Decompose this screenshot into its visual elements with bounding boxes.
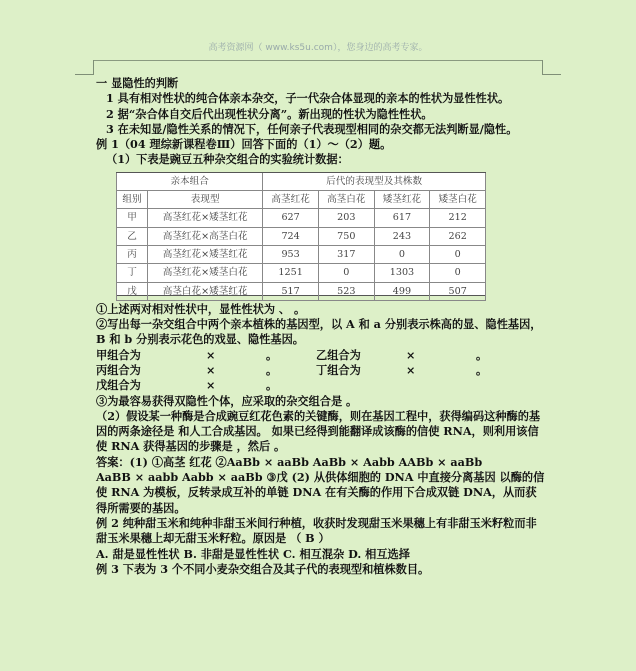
table-cell: 617: [374, 209, 430, 227]
answer-line-2: AaBB × aabb Aabb × aaBb ③戊 (2) 从供体细胞的 DNA 中直接分离基因 以酶的信使 RNA 为模板，反转录成互补的单链 DNA 在有关酶的作用下合成双链 DNA，从而获得所需要的基因。: [96, 470, 545, 515]
cross-sign: ×: [406, 362, 416, 377]
period: 。: [266, 347, 278, 362]
table-cell: 523: [318, 282, 374, 300]
table-cell: 高茎红花×矮茎红花: [148, 245, 263, 263]
cross-data-table-image: [116, 172, 486, 296]
cross-sign: ×: [206, 347, 216, 362]
question-2: ②写出每一杂交组合中两个亲本植株的基因型，以 A 和 a 分别表示株高的显、隐性基因，B 和 b 分别表示花色的戏显、隐性基因。: [96, 317, 542, 347]
period: 。: [266, 362, 278, 377]
table-cell: 0: [374, 245, 430, 263]
table-cell: 丙: [117, 245, 148, 263]
table-cell: 517: [263, 282, 319, 300]
table-cell: 高茎白花×矮茎红花: [148, 282, 263, 300]
table-cell: 高茎红花×矮茎白花: [148, 264, 263, 282]
table-col-header: 高茎白花: [318, 191, 374, 209]
page-watermark: 高考资源网（ www.ks5u.com），您身边的高考专家。: [208, 43, 428, 53]
table-row: [117, 245, 486, 263]
table-row: [117, 209, 486, 227]
paragraph-1: 1 具有相对性状的纯合体亲本杂交，子一代杂合体显现的亲本的性状为显性性状。: [106, 91, 510, 106]
table-cell: 乙: [117, 227, 148, 245]
table-cell: 0: [318, 264, 374, 282]
margin-corner-right: [542, 60, 561, 75]
table-cell: 953: [263, 245, 319, 263]
cross-sign: ×: [406, 347, 416, 362]
label-ding: 丁组合为: [316, 362, 361, 377]
example-2-options: A. 甜是显性性状 B. 非甜是显性性状 C. 相互混杂 D. 相互选择: [96, 546, 410, 561]
example-1-part-1: （1）下表是豌豆五种杂交组合的实验统计数据：: [106, 152, 349, 167]
document-body: [96, 76, 546, 577]
question-3: ③为最容易获得双隐性个体，应采取的杂交组合是 。: [96, 393, 358, 408]
table-cell: 317: [318, 245, 374, 263]
table-cell: 507: [430, 282, 486, 300]
cross-sign: ×: [206, 378, 216, 393]
period: 。: [476, 347, 488, 362]
table-cell: 1303: [374, 264, 430, 282]
table-cell: 203: [318, 209, 374, 227]
cross-sign: ×: [206, 362, 216, 377]
period: 。: [476, 362, 488, 377]
example-2: 例 2 纯种甜玉米和纯种非甜玉米间行种植，收获时发现甜玉米果穗上有非甜玉米籽粒而非甜玉米果穗上却无甜玉米籽粒。原因是 （ B ）: [96, 515, 537, 546]
table-row: [117, 264, 486, 282]
table-cell: 1251: [263, 264, 319, 282]
table-col-header: 组别: [117, 191, 148, 209]
table-cell: 高茎红花×高茎白花: [148, 227, 263, 245]
label-wu: 戊组合为: [96, 378, 141, 393]
question-part-2: （2）假设某一种酶是合成豌豆红花色素的关键酶，则在基因工程中，获得编码这种酶的基因的两条途径是 和人工合成基因。 如果已经得到能翻译成该酶的信使 RNA，则利用该信使 RNA 获得基因的步骤是 ，然后 。: [96, 408, 541, 454]
table-col-header: 高茎红花: [263, 191, 319, 209]
label-jia: 甲组合为: [96, 347, 141, 362]
table-row: [117, 227, 486, 245]
margin-corner-left: [75, 60, 94, 75]
example-1-title: 例 1（04 理综新课程卷Ⅲ）回答下面的（1）～（2）题。: [96, 137, 392, 152]
table-cell: 243: [374, 227, 430, 245]
genotype-row-2: [96, 363, 546, 378]
table-cell: 724: [263, 227, 319, 245]
table-cell: 750: [318, 227, 374, 245]
genotype-row-3: [96, 378, 546, 393]
table-cell: 212: [430, 209, 486, 227]
table-col-header: 矮茎白花: [430, 191, 486, 209]
header-rule: [93, 60, 543, 61]
label-bing: 丙组合为: [96, 362, 141, 377]
table-offspring-header: 后代的表现型及其株数: [263, 173, 486, 191]
question-1: ①上述两对相对性状中，显性性状为 、 。: [96, 301, 306, 316]
answer-line-1: 答案：(1) ①高茎 红花 ②AaBb × aaBb AaBb × Aabb AABb × aaBb: [96, 454, 483, 469]
table-cell: 627: [263, 209, 319, 227]
cross-data-table: [116, 173, 486, 301]
section-heading: 一 显隐性的判断: [96, 76, 179, 90]
paragraph-2: 2 据“杂合体自交后代出现性状分离”。新出现的性状为隐性性状。: [106, 106, 433, 121]
table-col-header: 表现型: [148, 191, 263, 209]
label-yi: 乙组合为: [316, 347, 361, 362]
period: 。: [266, 378, 278, 393]
paragraph-3: 3 在未知显/隐性关系的情况下，任何亲子代表现型相同的杂交都无法判断显/隐性。: [106, 121, 518, 136]
table-cell: 0: [430, 245, 486, 263]
table-group-header: 亲本组合: [117, 173, 263, 191]
table-cell: 甲: [117, 209, 148, 227]
table-cell: 262: [430, 227, 486, 245]
table-cell: 高茎红花×矮茎红花: [148, 209, 263, 227]
example-3: 例 3 下表为 3 个不同小麦杂交组合及其子代的表现型和植株数目。: [96, 561, 430, 576]
genotype-row-1: [96, 348, 546, 363]
table-row: [117, 282, 486, 300]
table-cell: 戊: [117, 282, 148, 300]
table-cell: 0: [430, 264, 486, 282]
table-cell: 丁: [117, 264, 148, 282]
table-col-header: 矮茎红花: [374, 191, 430, 209]
table-cell: 499: [374, 282, 430, 300]
